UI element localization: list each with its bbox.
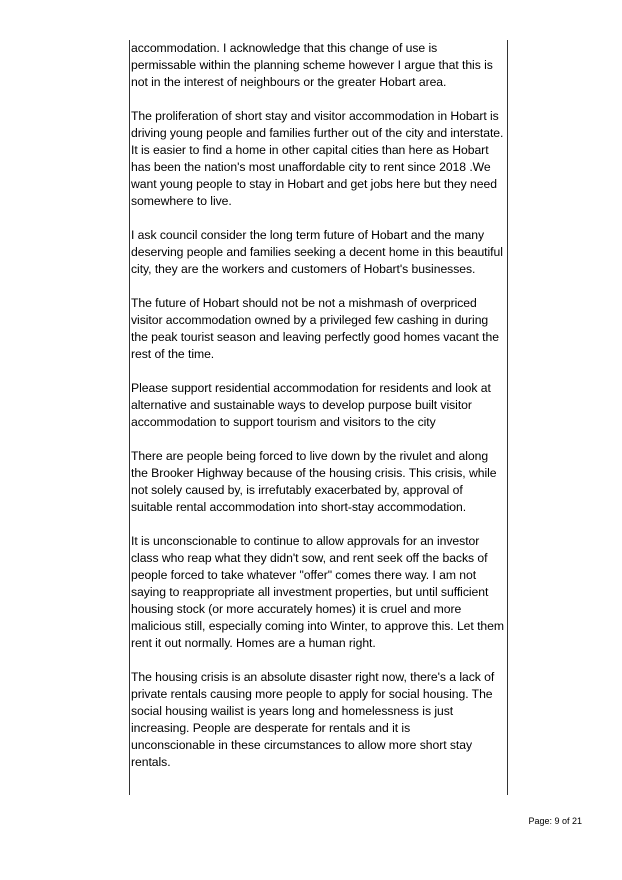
paragraph-1: accommodation. I acknowledge that this change of use is permissable within the planning scheme however I argue that this is not in the interest of neighbours or the greater Hobart area.: [131, 41, 493, 89]
paragraph-7: It is unconscionable to continue to allow approvals for an investor class who reap what they didn't sow, and rent seek off the backs of people forced to take whatever "offer" comes there way. I am not saying to reappropriate all investment properties, but until sufficient housing stock (or more accurately homes) it is cruel and more malicious still, especially coming into Winter, to approve this. Let them rent it out normally. Homes are a human right.: [131, 534, 504, 650]
submission-text-box: [129, 40, 508, 795]
paragraph-5: Please support residential accommodation for residents and look at alternative and sustainable ways to develop purpose built visitor accommodation to support tourism and visitors to the city: [131, 381, 491, 429]
page-number: Page: 9 of 21: [528, 816, 582, 826]
paragraph-6: There are people being forced to live down by the rivulet and along the Brooker Highway because of the housing crisis. This crisis, while not solely caused by, is irrefutably exacerbated by, approval of suitable rental accommodation into short-stay accommodation.: [131, 449, 497, 514]
paragraph-8: The housing crisis is an absolute disaster right now, there's a lack of private rentals causing more people to apply for social housing. The social housing wailist is years long and homelessness is just increasing. People are desperate for rentals and it is unconscionable in these circumstances to allow more short stay rentals.: [131, 670, 495, 769]
paragraph-3: I ask council consider the long term future of Hobart and the many deserving people and families seeking a decent home in this beautiful city, they are the workers and customers of Hobart's businesses.: [131, 228, 503, 276]
paragraph-2: The proliferation of short stay and visitor accommodation in Hobart is driving young people and families further out of the city and interstate. It is easier to find a home in other capital cities than here as Hobart has been the nation's most unaffordable city to rent since 2018 .We want young people to stay in Hobart and get jobs here but they need somewhere to live.: [131, 109, 504, 208]
paragraph-4: The future of Hobart should not be not a mishmash of overpriced visitor accommodation owned by a privileged few cashing in during the peak tourist season and leaving perfectly good homes vacant the rest of the time.: [131, 296, 499, 361]
submission-body: [130, 40, 507, 771]
